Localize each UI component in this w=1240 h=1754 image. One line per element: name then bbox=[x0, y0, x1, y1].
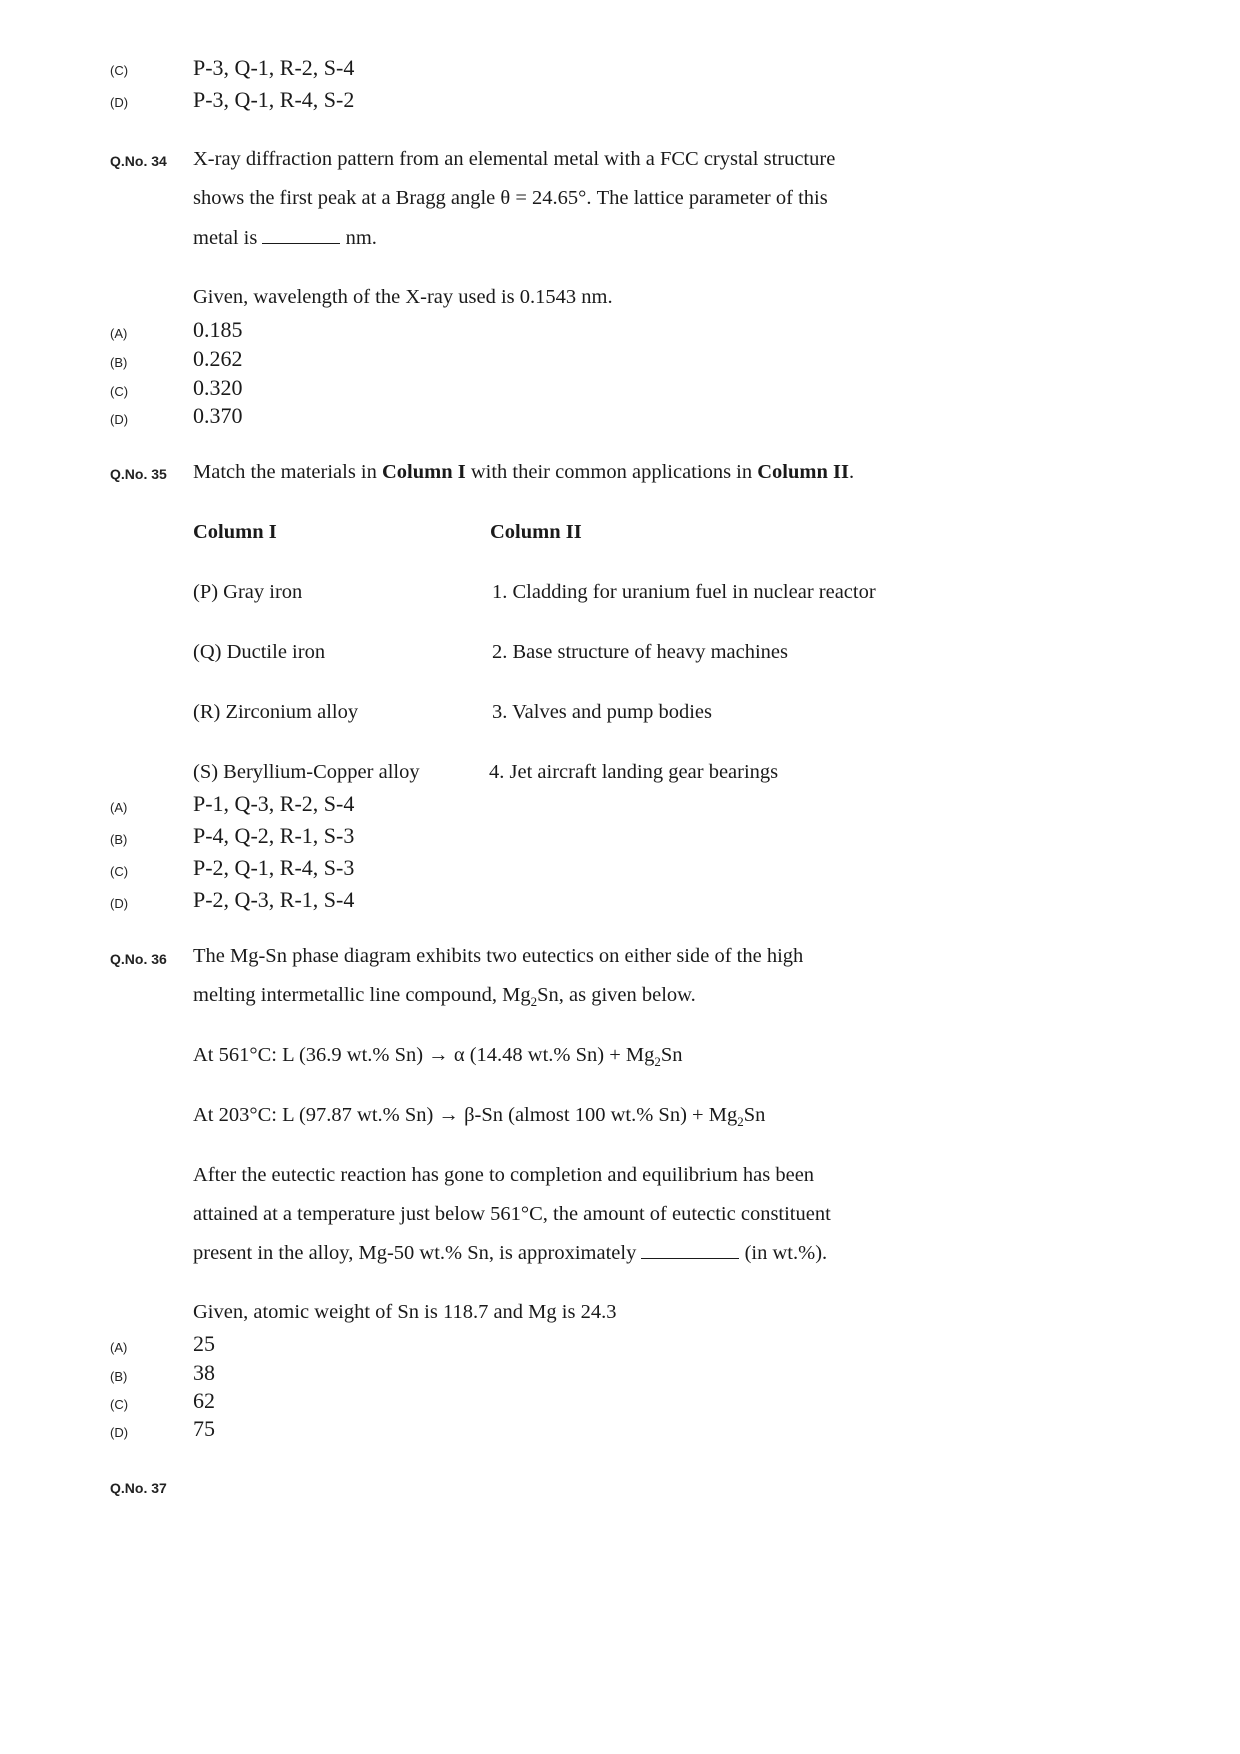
option-label: (C) bbox=[110, 384, 129, 399]
question-text: shows the first peak at a Bragg angle θ = 24.65°. The lattice parameter of this bbox=[193, 187, 828, 209]
question-text bbox=[193, 225, 377, 250]
given-text: Given, atomic weight of Sn is 118.7 and Mg is 24.3 bbox=[193, 1301, 617, 1323]
text-fragment: metal is bbox=[193, 227, 258, 249]
text-fragment: Sn, as given below. bbox=[537, 984, 696, 1006]
option-text: P-3, Q-1, R-4, S-2 bbox=[193, 87, 355, 112]
option-text: 62 bbox=[193, 1388, 215, 1413]
option-label: (B) bbox=[110, 832, 128, 847]
text-fragment: melting intermetallic line compound, Mg bbox=[193, 984, 531, 1006]
option-text: 75 bbox=[193, 1416, 215, 1441]
question-number: Q.No. 35 bbox=[110, 466, 167, 482]
text-fragment: present in the alloy, Mg-50 wt.% Sn, is approximately bbox=[193, 1242, 637, 1264]
text-fragment: Sn bbox=[743, 1104, 766, 1126]
option-label: (C) bbox=[110, 864, 129, 879]
option-text: 38 bbox=[193, 1360, 215, 1385]
question-text: The Mg-Sn phase diagram exhibits two eutectics on either side of the high bbox=[193, 945, 804, 967]
match-right-item: 1. Cladding for uranium fuel in nuclear reactor bbox=[492, 581, 876, 603]
column-header: Column I bbox=[193, 521, 277, 543]
text-fragment: Match the materials in bbox=[193, 461, 382, 483]
option-text: P-3, Q-1, R-2, S-4 bbox=[193, 55, 355, 80]
question-text bbox=[193, 460, 854, 484]
text-fragment: Column I bbox=[382, 461, 466, 483]
match-right-item: 3. Valves and pump bodies bbox=[492, 701, 712, 723]
option-label: (A) bbox=[110, 1340, 128, 1355]
option-label: (C) bbox=[110, 63, 129, 78]
text-fragment: At 561°C: L (36.9 wt.% Sn) → α (14.48 wt.% Sn) + Mg bbox=[193, 1044, 655, 1066]
question-text bbox=[193, 1240, 827, 1265]
match-left-item: (S) Beryllium-Copper alloy bbox=[193, 761, 420, 783]
subscript: 2 bbox=[654, 1054, 661, 1070]
text-fragment: . bbox=[848, 461, 855, 483]
option-label: (D) bbox=[110, 95, 129, 110]
match-left-item: (R) Zirconium alloy bbox=[193, 701, 359, 723]
question-text bbox=[193, 983, 696, 1014]
answer-blank bbox=[641, 1240, 739, 1259]
question-text: X-ray diffraction pattern from an elemental metal with a FCC crystal structure bbox=[193, 148, 836, 170]
option-label: (B) bbox=[110, 355, 128, 370]
option-text: 25 bbox=[193, 1331, 215, 1356]
subscript: 2 bbox=[530, 994, 538, 1010]
answer-blank bbox=[262, 225, 340, 244]
question-number: Q.No. 37 bbox=[110, 1480, 167, 1496]
option-text: P-1, Q-3, R-2, S-4 bbox=[193, 791, 355, 816]
option-text: 0.370 bbox=[193, 403, 243, 428]
option-label: (B) bbox=[110, 1369, 128, 1384]
question-text: attained at a temperature just below 561°C, the amount of eutectic constituent bbox=[193, 1203, 831, 1225]
option-text: P-2, Q-1, R-4, S-3 bbox=[193, 855, 355, 880]
text-fragment: nm. bbox=[345, 227, 377, 249]
option-label: (D) bbox=[110, 896, 129, 911]
column-header: Column II bbox=[490, 521, 582, 543]
option-label: (C) bbox=[110, 1397, 129, 1412]
match-right-item: 2. Base structure of heavy machines bbox=[492, 641, 789, 663]
option-label: (D) bbox=[110, 412, 129, 427]
text-fragment: Sn bbox=[660, 1044, 683, 1066]
option-label: (A) bbox=[110, 326, 128, 341]
option-label: (A) bbox=[110, 800, 128, 815]
match-right-item: 4. Jet aircraft landing gear bearings bbox=[489, 761, 779, 783]
option-label: (D) bbox=[110, 1425, 129, 1440]
option-text: 0.320 bbox=[193, 375, 243, 400]
option-text: 0.185 bbox=[193, 317, 243, 342]
subscript: 2 bbox=[737, 1114, 744, 1130]
match-left-item: (P) Gray iron bbox=[193, 581, 303, 603]
question-text: After the eutectic reaction has gone to completion and equilibrium has been bbox=[193, 1164, 815, 1186]
reaction-equation bbox=[193, 1103, 765, 1134]
question-number: Q.No. 34 bbox=[110, 153, 167, 169]
option-text: 0.262 bbox=[193, 346, 243, 371]
reaction-equation bbox=[193, 1043, 683, 1074]
option-text: P-2, Q-3, R-1, S-4 bbox=[193, 887, 355, 912]
match-left-item: (Q) Ductile iron bbox=[193, 641, 326, 663]
text-fragment: At 203°C: L (97.87 wt.% Sn) → β-Sn (almost 100 wt.% Sn) + Mg bbox=[193, 1104, 738, 1126]
given-text: Given, wavelength of the X-ray used is 0.1543 nm. bbox=[193, 286, 613, 308]
text-fragment: with their common applications in bbox=[465, 461, 758, 483]
question-number: Q.No. 36 bbox=[110, 951, 167, 967]
text-fragment: Column II bbox=[757, 461, 849, 483]
text-fragment: (in wt.%). bbox=[744, 1242, 828, 1264]
option-text: P-4, Q-2, R-1, S-3 bbox=[193, 823, 355, 848]
